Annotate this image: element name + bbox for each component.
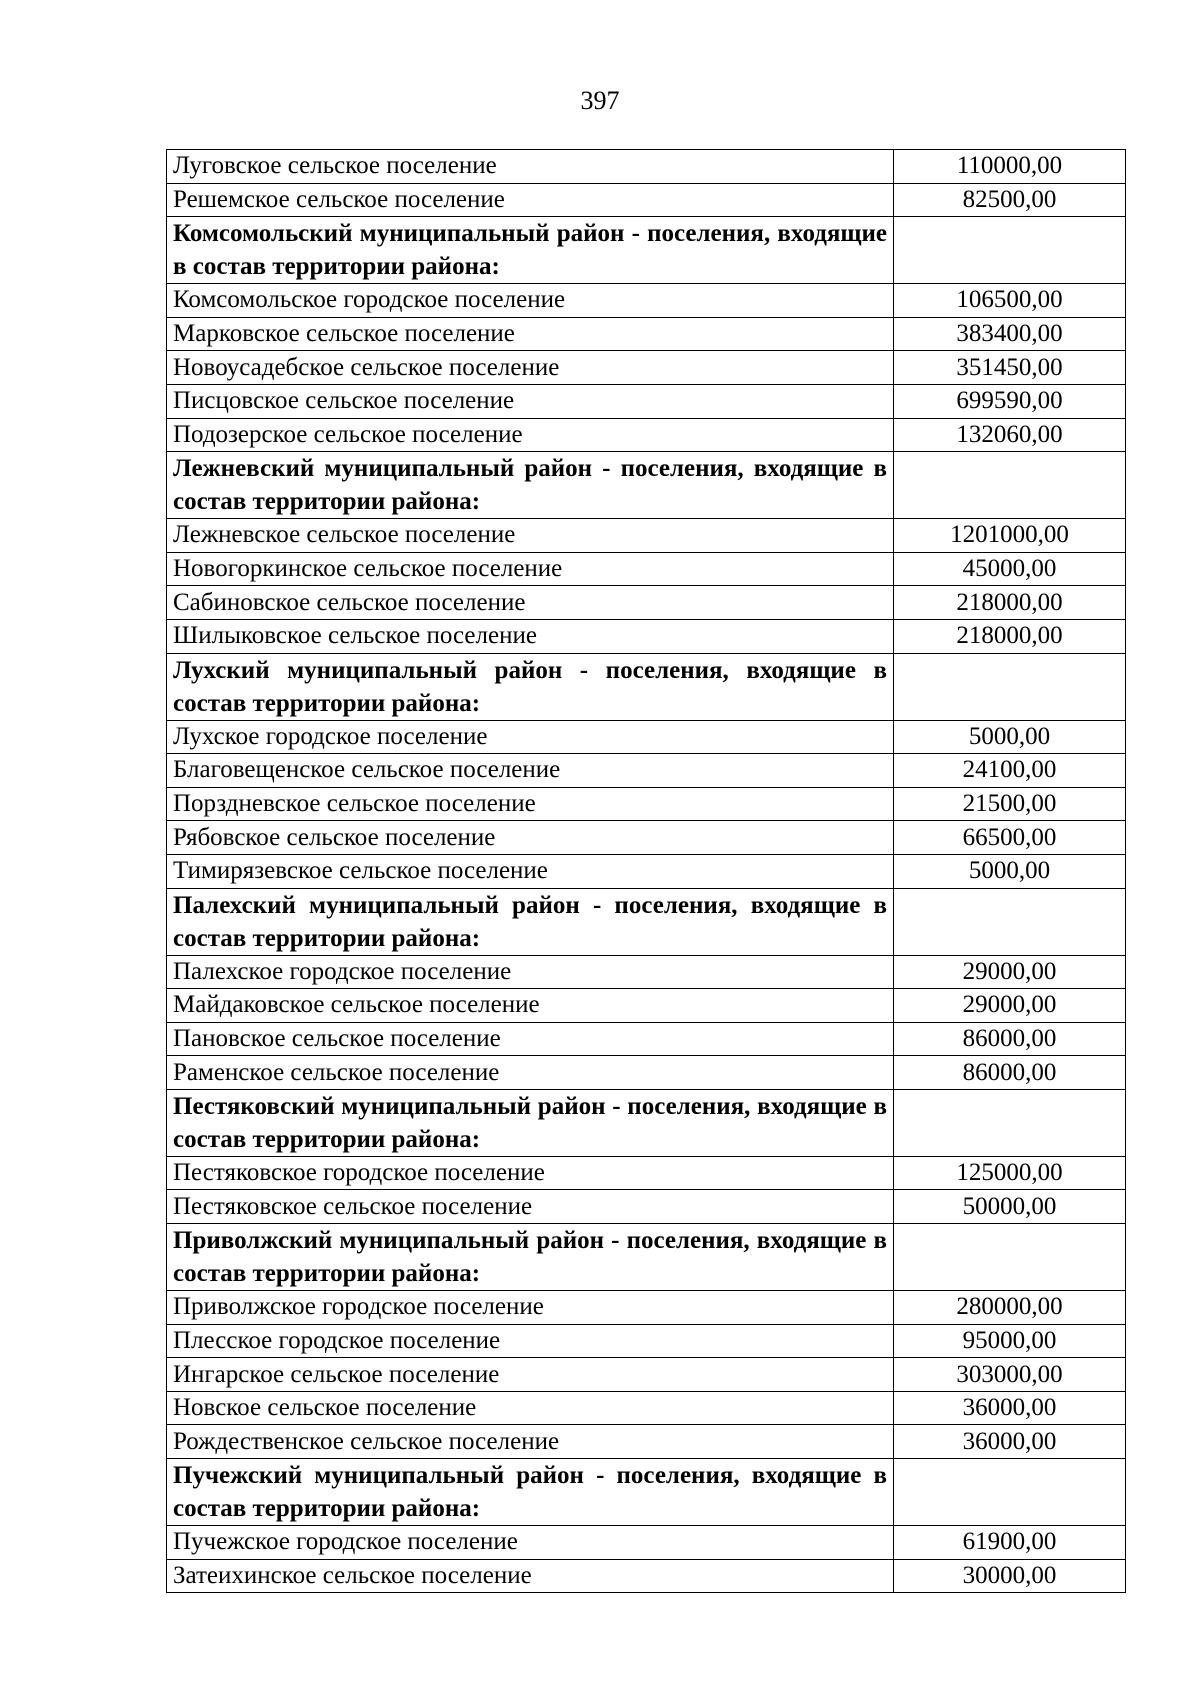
settlement-row: [167, 1022, 1126, 1056]
settlement-name-cell: Новское сельское поселение: [167, 1391, 894, 1425]
settlement-row: [167, 1324, 1126, 1358]
amount-cell: [894, 217, 1126, 284]
settlement-name-cell: Пестяковское городское поселение: [167, 1156, 894, 1190]
amount-cell: 110000,00: [894, 150, 1126, 184]
settlement-row: [167, 384, 1126, 418]
settlement-row: [167, 1156, 1126, 1190]
settlement-row: [167, 787, 1126, 821]
settlement-name-cell: Лухское городское поселение: [167, 720, 894, 754]
settlement-row: [167, 1425, 1126, 1459]
amount-cell: 86000,00: [894, 1022, 1126, 1056]
amount-cell: 1201000,00: [894, 519, 1126, 553]
district-name-cell: Пестяковский муниципальный район - поселения, входящие в состав территории района:: [167, 1089, 894, 1156]
district-name-cell: Лухский муниципальный район - поселения, входящие в состав территории района:: [167, 653, 894, 720]
amount-cell: [894, 1224, 1126, 1291]
settlement-name-cell: Тимирязевское сельское поселение: [167, 854, 894, 888]
settlement-row: [167, 586, 1126, 620]
settlement-row: [167, 720, 1126, 754]
settlement-row: [167, 183, 1126, 217]
settlement-row: [167, 1190, 1126, 1224]
amount-cell: 45000,00: [894, 552, 1126, 586]
amount-cell: 30000,00: [894, 1559, 1126, 1593]
amount-cell: [894, 888, 1126, 955]
amount-cell: [894, 1089, 1126, 1156]
amount-cell: 66500,00: [894, 821, 1126, 855]
amount-cell: 29000,00: [894, 989, 1126, 1023]
settlement-row: [167, 854, 1126, 888]
page-number: 397: [580, 86, 620, 115]
district-name-cell: Приволжский муниципальный район - поселения, входящие в состав территории района:: [167, 1224, 894, 1291]
settlement-name-cell: Луговское сельское поселение: [167, 150, 894, 184]
settlement-row: [167, 284, 1126, 318]
settlement-row: [167, 955, 1126, 989]
amount-cell: 351450,00: [894, 351, 1126, 385]
settlement-name-cell: Решемское сельское поселение: [167, 183, 894, 217]
settlement-row: [167, 1559, 1126, 1593]
settlement-name-cell: Лежневское сельское поселение: [167, 519, 894, 553]
settlement-row: [167, 754, 1126, 788]
district-name-cell: Лежневский муниципальный район - поселения, входящие в состав территории района:: [167, 452, 894, 519]
settlement-row: [167, 317, 1126, 351]
settlement-row: [167, 989, 1126, 1023]
settlement-row: [167, 552, 1126, 586]
settlement-row: [167, 418, 1126, 452]
settlement-row: [167, 1358, 1126, 1392]
district-header-row: [167, 653, 1126, 720]
settlement-name-cell: Шилыковское сельское поселение: [167, 619, 894, 653]
settlement-name-cell: Подозерское сельское поселение: [167, 418, 894, 452]
settlement-name-cell: Пестяковское сельское поселение: [167, 1190, 894, 1224]
amount-cell: [894, 1459, 1126, 1526]
amount-cell: 280000,00: [894, 1291, 1126, 1325]
settlement-name-cell: Писцовское сельское поселение: [167, 384, 894, 418]
amount-cell: 86000,00: [894, 1056, 1126, 1090]
amount-cell: 106500,00: [894, 284, 1126, 318]
amount-cell: 36000,00: [894, 1425, 1126, 1459]
amount-cell: 218000,00: [894, 619, 1126, 653]
amount-cell: 125000,00: [894, 1156, 1126, 1190]
amount-cell: 5000,00: [894, 854, 1126, 888]
district-name-cell: Палехский муниципальный район - поселения, входящие в состав территории района:: [167, 888, 894, 955]
amount-cell: 29000,00: [894, 955, 1126, 989]
amount-cell: 21500,00: [894, 787, 1126, 821]
amount-cell: 82500,00: [894, 183, 1126, 217]
amount-cell: 24100,00: [894, 754, 1126, 788]
settlement-name-cell: Рябовское сельское поселение: [167, 821, 894, 855]
amount-cell: [894, 653, 1126, 720]
settlement-name-cell: Палехское городское поселение: [167, 955, 894, 989]
district-name-cell: Комсомольский муниципальный район - поселения, входящие в состав территории района:: [167, 217, 894, 284]
settlement-name-cell: Благовещенское сельское поселение: [167, 754, 894, 788]
district-name-cell: Пучежский муниципальный район - поселения, входящие в состав территории района:: [167, 1459, 894, 1526]
settlement-name-cell: Порздневское сельское поселение: [167, 787, 894, 821]
amount-cell: 36000,00: [894, 1391, 1126, 1425]
settlement-name-cell: Комсомольское городское поселение: [167, 284, 894, 318]
settlement-name-cell: Затеихинское сельское поселение: [167, 1559, 894, 1593]
settlement-row: [167, 519, 1126, 553]
settlement-name-cell: Рождественское сельское поселение: [167, 1425, 894, 1459]
amount-cell: 699590,00: [894, 384, 1126, 418]
amount-cell: 303000,00: [894, 1358, 1126, 1392]
district-header-row: [167, 888, 1126, 955]
settlement-row: [167, 1291, 1126, 1325]
amount-cell: [894, 452, 1126, 519]
amount-cell: 5000,00: [894, 720, 1126, 754]
district-header-row: [167, 452, 1126, 519]
settlement-name-cell: Сабиновское сельское поселение: [167, 586, 894, 620]
amount-cell: 61900,00: [894, 1526, 1126, 1560]
amount-cell: 383400,00: [894, 317, 1126, 351]
settlement-name-cell: Приволжское городское поселение: [167, 1291, 894, 1325]
district-header-row: [167, 217, 1126, 284]
district-header-row: [167, 1459, 1126, 1526]
settlement-row: [167, 1056, 1126, 1090]
settlement-row: [167, 821, 1126, 855]
settlement-row: [167, 150, 1126, 184]
settlement-name-cell: Пучежское городское поселение: [167, 1526, 894, 1560]
settlement-name-cell: Новогоркинское сельское поселение: [167, 552, 894, 586]
district-header-row: [167, 1224, 1126, 1291]
settlement-row: [167, 619, 1126, 653]
amount-cell: 95000,00: [894, 1324, 1126, 1358]
amount-cell: 218000,00: [894, 586, 1126, 620]
district-header-row: [167, 1089, 1126, 1156]
settlement-name-cell: Плесское городское поселение: [167, 1324, 894, 1358]
table-body: [167, 150, 1126, 1593]
settlement-name-cell: Пановское сельское поселение: [167, 1022, 894, 1056]
settlement-name-cell: Майдаковское сельское поселение: [167, 989, 894, 1023]
amount-cell: 50000,00: [894, 1190, 1126, 1224]
settlement-row: [167, 1526, 1126, 1560]
settlement-name-cell: Марковское сельское поселение: [167, 317, 894, 351]
amount-cell: 132060,00: [894, 418, 1126, 452]
settlement-row: [167, 1391, 1126, 1425]
budget-allocation-table: [166, 149, 1126, 1593]
settlement-name-cell: Раменское сельское поселение: [167, 1056, 894, 1090]
settlement-name-cell: Новоусадебское сельское поселение: [167, 351, 894, 385]
settlement-name-cell: Ингарское сельское поселение: [167, 1358, 894, 1392]
settlement-row: [167, 351, 1126, 385]
